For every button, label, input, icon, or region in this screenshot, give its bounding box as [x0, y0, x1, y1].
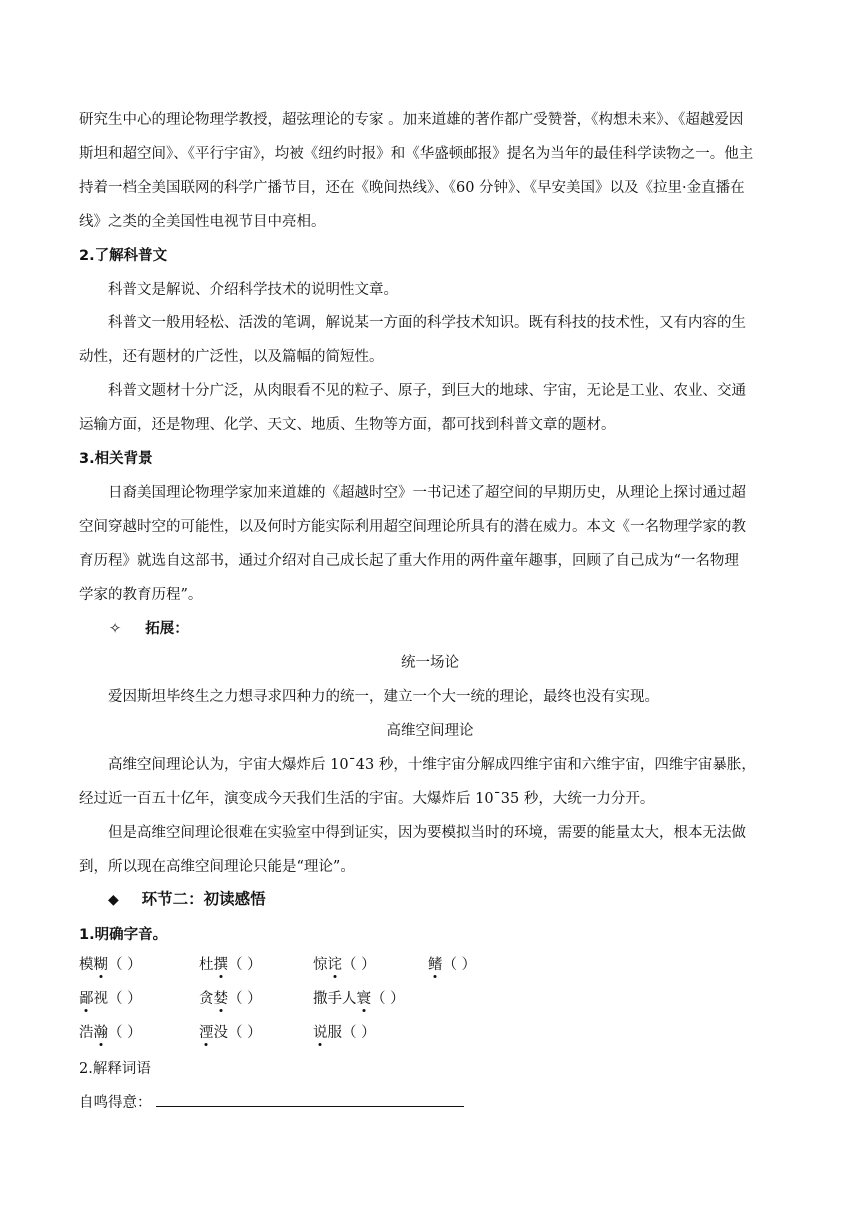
vocab-item: 模糊（ ） — [79, 957, 142, 973]
question-2-heading: 2.解释词语 — [79, 1061, 151, 1077]
vocab-item: 浩瀚（ ） — [79, 1025, 142, 1041]
vocab-item: 杜撰（ ） — [199, 957, 262, 973]
intro-line-2: 斯坦和超空间》、《平行宇宙》，均被《纽约时报》和《华盛顿邮报》提名为当年的最佳科学读物之一。他主 — [79, 146, 754, 162]
intro-line-1: 研究生中心的理论物理学教授，超弦理论的专家 。加来道雄的著作都广受赞誉，《构想未来》、《超越爱因 — [79, 112, 744, 128]
section-3-line-1: 日裔美国理论物理学家加来道雄的《超越时空》一书记述了超空间的早期历史，从理论上探讨通过超 — [108, 485, 746, 501]
part-2-heading — [108, 889, 266, 910]
section-3-heading: 3.相关背景 — [79, 451, 153, 467]
section-2-p2-line-2: 动性，还有题材的广泛性，以及篇幅的简短性。 — [79, 349, 384, 365]
vocab-item: 鳍（ ） — [428, 957, 477, 973]
diamond-bullet-icon: ◆ — [108, 892, 119, 908]
answer-blank-line[interactable] — [156, 1106, 464, 1107]
extension-label: 拓展： — [145, 621, 189, 637]
vocab-item: 撒手人寰（ ） — [313, 991, 405, 1007]
vocab-item: 鄙视（ ） — [79, 991, 142, 1007]
section-2-heading: 2.了解科普文 — [79, 248, 168, 264]
section-2-p2-line-1: 科普文一般用轻松、活泼的笔调，解说某一方面的科学技术知识。既有科技的技术性，又有内容的生 — [108, 315, 746, 331]
vocab-item: 贪婪（ ） — [199, 991, 262, 1007]
section-3-line-2: 空间穿越时空的可能性，以及何时方能实际利用超空间理论所具有的潜在威力。本文《一名物理学家的教 — [79, 519, 746, 535]
section-3-line-3: 育历程》就选自这部书，通过介绍对自己成长起了重大作用的两件童年趣事，回顾了自己成为“一名物理 — [79, 553, 739, 569]
extension-p2-line-1: 高维空间理论认为，宇宙大爆炸后 10ˉ43 秒，十维宇宙分解成四维宇宙和六维宇宙，四维宇宙暴胀， — [108, 757, 756, 773]
extension-p3-line-1: 但是高维空间理论很难在实验室中得到证实，因为要模拟当时的环境，需要的能量太大，根本无法做 — [108, 825, 746, 841]
vocab-item: 说服（ ） — [313, 1025, 376, 1041]
extension-title-2: 高维空间理论 — [386, 723, 474, 739]
extension-p1: 爱因斯坦毕终生之力想寻求四种力的统一，建立一个大一统的理论，最终也没有实现。 — [108, 689, 659, 705]
section-3-line-4: 学家的教育历程”。 — [79, 587, 203, 603]
vocab-item: 惊诧（ ） — [313, 957, 376, 973]
question-1-heading: 1.明确字音。 — [79, 927, 168, 943]
section-2-p3-line-2: 运输方面，还是物理、化学、天文、地质、生物等方面，都可找到科普文章的题材。 — [79, 417, 616, 433]
word-label-ziming-deyi: 自鸣得意： — [79, 1095, 152, 1111]
vocab-item: 湮没（ ） — [199, 1025, 262, 1041]
extension-heading — [109, 619, 189, 639]
section-2-p1: 科普文是解说、介绍科学技术的说明性文章。 — [108, 282, 398, 298]
extension-title-1: 统一场论 — [401, 655, 459, 671]
section-2-p3-line-1: 科普文题材十分广泛，从肉眼看不见的粒子、原子，到巨大的地球、宇宙，无论是工业、农业、交通 — [108, 383, 746, 399]
extension-p3-line-2: 到，所以现在高维空间理论只能是“理论”。 — [79, 859, 355, 875]
part-2-title: 环节二：初读感悟 — [141, 890, 266, 908]
intro-line-3: 持着一档全美国联网的科学广播节目，还在《晚间热线》、《60 分钟》、《早安美国》以及《拉里·金直播在 — [79, 180, 745, 196]
extension-p2-line-2: 经过近一百五十亿年，演变成今天我们生活的宇宙。大爆炸后 10ˉ35 秒，大统一力分开。 — [79, 791, 655, 807]
intro-line-4: 线》之类的全美国性电视节目中亮相。 — [79, 214, 326, 230]
sparkle-bullet-icon: ✧ — [109, 621, 122, 637]
